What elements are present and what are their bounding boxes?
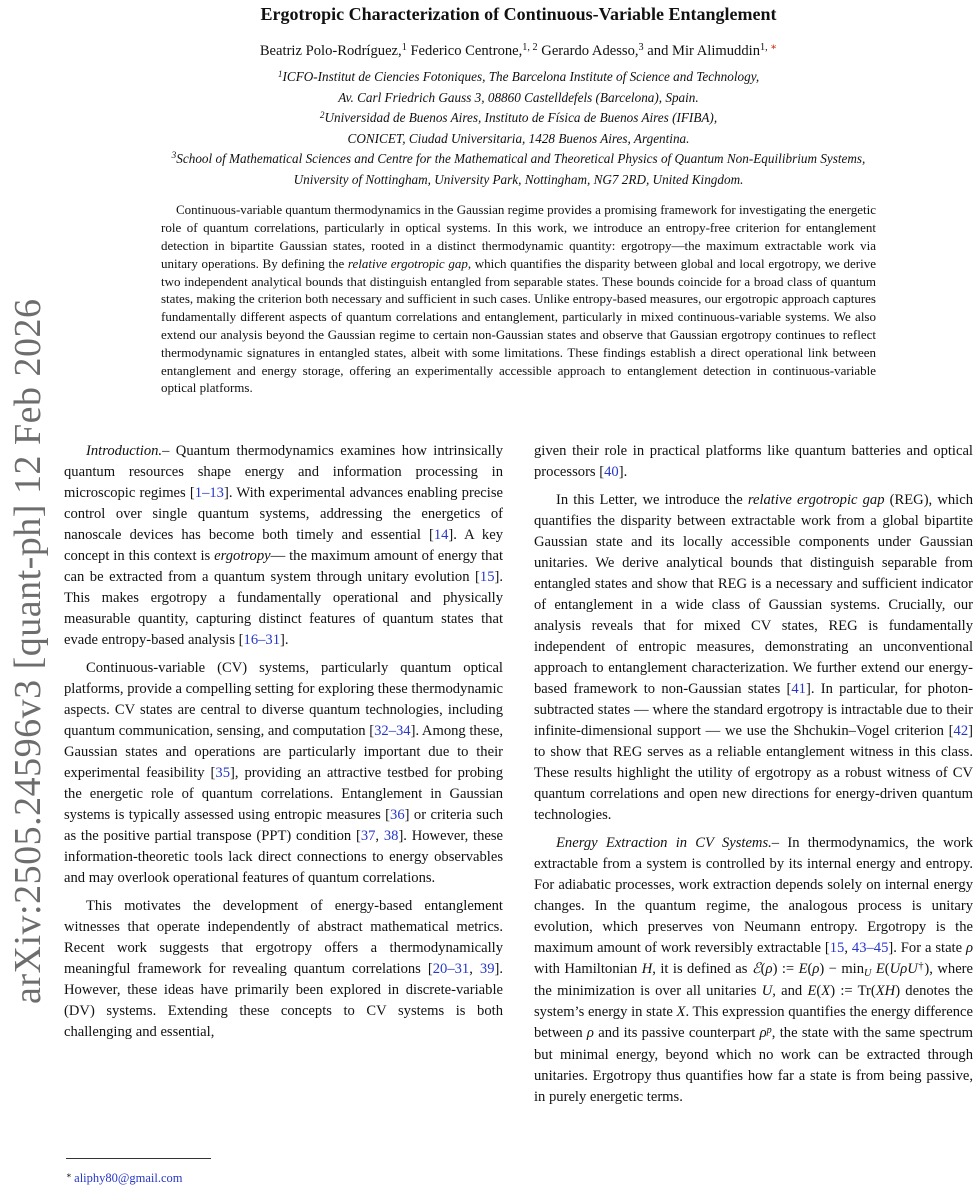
text-span: , the state with the same spectrum but minimal energy, beyond which no work can be extracted through unitaries. Ergotropy thus quantifies how far a state is from being passive, in purely energetic terms. <box>534 1025 973 1106</box>
text-span: ρ <box>759 1025 767 1042</box>
text-span: 1, <box>760 42 771 54</box>
text-span: ]. This makes ergotropy a fundamentally operational and physically measurable quantity, capturing distinct features of quantum states that evade entropy-based analysis [ <box>64 569 503 649</box>
text-span: ]. A key concept in this context is <box>64 527 503 565</box>
text-span: relative ergotropic gap <box>747 492 885 509</box>
text-span: X <box>676 1004 686 1021</box>
text-span: ρ <box>586 1025 594 1042</box>
citation-link[interactable]: 1–13 <box>194 485 224 502</box>
footnote-marker: ∗ <box>66 1170 75 1181</box>
text-span: E <box>798 961 808 978</box>
affiliation-line-3 <box>64 108 973 129</box>
citation-link[interactable]: 39 <box>479 961 495 978</box>
text-span: U <box>761 983 773 1000</box>
text-span: ℰ <box>751 961 761 978</box>
right-paragraph-continuation <box>534 441 973 483</box>
footnote-rule <box>66 1158 211 1159</box>
text-span: ρ <box>965 940 973 957</box>
citation-link[interactable]: 36 <box>390 807 405 824</box>
text-span: ( <box>816 983 822 1000</box>
text-span: Federico Centrone, <box>406 43 523 59</box>
text-span: ( <box>807 961 813 978</box>
text-span: ), where the minimization is over all unitaries <box>534 961 973 1000</box>
text-span: ρ <box>765 961 773 978</box>
text-span: Beatriz Polo-Rodríguez, <box>259 43 402 59</box>
text-span: ]. <box>280 632 289 649</box>
paper-title: Ergotropic Characterization of Continuous-Variable Entanglement <box>260 4 777 24</box>
body-columns <box>64 441 973 1108</box>
text-span: Introduction.– <box>86 443 170 460</box>
text-span: relative ergotropic gap <box>347 255 468 271</box>
citation-link[interactable]: 40 <box>604 464 619 481</box>
text-span: ] or criteria such as the positive partial transpose (PPT) condition [ <box>64 807 503 845</box>
text-span: (REG), which quantifies the disparity between extractable work from a global bipartite Gaussian state and its locally accessible components under Gaussian unitaries. We derive analytical bounds that distinguish separable from entangled states and show that REG is a necessary and sufficient indicator of entanglement in a wide class of Gaussian systems. Crucially, our analysis reveals that for mixed CV states, REG is fundamentally independent of entropic measures, demonstrating an unconventional approach to entanglement characterization. We further extend our energy-based framework to non-Gaussian states [ <box>534 492 973 698</box>
text-span: Continuous-variable (CV) systems, particularly quantum optical platforms, provide a compelling setting for exploring these thermodynamic aspects. CV states are central to diverse quantum technologies, including quantum communication, sensing, and computation [ <box>64 660 503 740</box>
text-span: University of Nottingham, University Park, Nottingham, NG7 2RD, United Kingdom. <box>293 172 744 188</box>
text-span: 1 <box>401 42 407 54</box>
left-paragraph-cv-systems <box>64 658 503 889</box>
affiliation-line-2 <box>64 88 973 107</box>
text-span: , which quantifies the disparity between global and local ergotropy, we derive two independent analytical bounds that distinguish entangled from separable states. These bounds coincide for a broad class of quantum states, making the criterion both necessary and sufficient in such cases. Unlike entropy-based measures, our ergotropic approach captures fundamentally different aspects of quantum correlations and entanglement, particularly in mixed continuous-variable systems. We also extend our analysis beyond the Gaussian regime to certain non-Gaussian states and observe that Gaussian ergotropy continues to reflect thermodynamic signatures in entangled states, albeit with some limitations. These findings establish a direct operational link between entanglement and energy storage, offering an experimentally accessible approach to entanglement detection in continuous-variable optical platforms. <box>161 255 876 396</box>
text-span: and Mir Alimuddin <box>643 43 760 59</box>
text-span: E <box>807 983 817 1000</box>
text-span: , it is defined as <box>652 961 752 978</box>
text-span: ] to show that REG serves as a reliable entanglement witness in this class. These results highlight the utility of ergotropy as a robust witness of CV quantum correlations and open new directions for energy-driven quantum technologies. <box>534 723 973 824</box>
arxiv-watermark: arXiv:2505.24596v3 [quant-ph] 12 Feb 2026 <box>7 298 49 1004</box>
text-span: Quantum thermodynamics examines how intrinsically quantum resources shape energy and information processing in microscopic regimes [ <box>64 443 503 502</box>
text-span: 1 <box>277 68 283 79</box>
citation-link[interactable]: 20–31 <box>432 961 470 978</box>
right-column <box>534 441 973 1108</box>
text-span: E <box>875 961 885 978</box>
citation-link[interactable]: 15 <box>829 940 845 957</box>
text-span: ) denotes the system’s energy in state <box>534 983 973 1021</box>
text-span: This motivates the development of energy-based entanglement witnesses that operate independently of abstract mathematical metrics. Recent work suggests that ergotropy offers a thermodynamically meaningful framework for revealing quantum correlations [ <box>64 898 503 978</box>
text-span: Av. Carl Friedrich Gauss 3, 08860 Castelldefels (Barcelona), Spain. <box>338 90 699 106</box>
text-span: and its passive counterpart <box>593 1025 760 1042</box>
text-span: Universidad de Buenos Aires, Instituto de Física de Buenos Aires (IFIBA), <box>324 109 718 125</box>
text-span: ) := <box>772 961 799 978</box>
text-span: XH <box>875 983 896 1000</box>
text-span: ]. In particular, for photon-subtracted states — where the standard ergotropy is intractable due to their infinite-dimensional support — we use the Shchukin–Vogel criterion [ <box>534 681 973 740</box>
text-span: 1, 2 <box>522 42 538 54</box>
footnote-email <box>66 1170 486 1187</box>
text-span: ]. <box>618 464 628 481</box>
text-span: p <box>766 1024 772 1036</box>
text-span: H <box>641 961 653 978</box>
text-span: 2 <box>319 109 325 120</box>
affiliation-line-5 <box>64 149 973 170</box>
text-span: U <box>864 967 872 979</box>
text-span: Energy Extraction in CV Systems.– <box>556 835 780 852</box>
affiliation-line-4 <box>64 129 973 148</box>
text-span: . This expression quantifies the energy difference between <box>534 1004 973 1042</box>
text-span: Gerardo Adesso, <box>537 43 639 59</box>
text-span: ) − min <box>819 961 865 978</box>
text-span: School of Mathematical Sciences and Centre for the Mathematical and Theoretical Physics of Quantum Non-Equilibrium Systems, <box>176 150 866 166</box>
abstract <box>161 201 876 397</box>
left-column <box>64 441 503 1043</box>
author-footnote-marker: ∗ <box>770 42 778 54</box>
citation-link[interactable]: 35 <box>215 765 230 782</box>
text-span: ρ <box>812 961 820 978</box>
citation-link[interactable]: 38 <box>383 828 399 845</box>
author-line <box>64 42 973 62</box>
text-span: , <box>844 940 852 957</box>
text-span: † <box>917 960 925 972</box>
left-paragraph-intro <box>64 441 503 651</box>
right-paragraph-letter <box>534 490 973 826</box>
text-span: , <box>469 961 480 978</box>
text-span: CONICET, Ciudad Universitaria, 1428 Buenos Aires, Argentina. <box>347 131 690 147</box>
citation-link[interactable]: 14 <box>433 527 449 544</box>
text-span: , <box>375 828 384 845</box>
text-span: In this Letter, we introduce the <box>556 492 748 509</box>
affiliation-line-1 <box>64 67 973 88</box>
text-span: , and <box>772 983 808 1000</box>
text-span: ( <box>884 961 890 978</box>
email-link[interactable]: aliphy80@gmail.com <box>74 1171 183 1185</box>
citation-link[interactable]: 42 <box>953 723 969 740</box>
text-span: ( <box>760 961 766 978</box>
text-span: ]. Among these, Gaussian states and operations are particularly important due to their experimental feasibility [ <box>64 723 504 782</box>
citation-link[interactable]: 32–34 <box>374 723 411 740</box>
affiliations <box>64 67 973 189</box>
right-paragraph-energy-extraction <box>534 833 973 1108</box>
paper-content <box>64 0 973 1108</box>
text-span: ]. However, these ideas have primarily been explored in discrete-variable (DV) systems. Extending these concepts to CV systems is both challenging and essential, <box>64 961 503 1041</box>
citation-link[interactable]: 15 <box>479 569 495 586</box>
text-span: X <box>821 983 831 1000</box>
footnote-block <box>66 1158 486 1187</box>
text-span: ICFO-Institut de Ciencies Fotoniques, The Barcelona Institute of Science and Technology, <box>282 69 760 84</box>
text-span: ergotropy <box>214 548 271 565</box>
text-span: ]. With experimental advances enabling precise control over single quantum systems, addressing the energetics of nanoscale devices has become both timely and essential [ <box>64 485 503 544</box>
citation-link[interactable]: 37 <box>360 828 376 845</box>
citation-link[interactable]: 16–31 <box>243 632 280 649</box>
left-paragraph-motivation <box>64 896 503 1043</box>
text-span: with Hamiltonian <box>534 961 642 978</box>
text-span: 3 <box>638 42 644 54</box>
text-span: ]. However, these information-theoretic tools lack direct connections to energy observables and may overlook operational features of quantum correlations. <box>64 828 504 887</box>
text-span: ], providing an attractive testbed for probing the energetic role of quantum correlations. Entanglement in Gaussian systems is typically assessed using entropic measures [ <box>64 765 503 824</box>
paper-header <box>64 3 973 189</box>
text-span: given their role in practical platforms like quantum batteries and optical processors [ <box>534 443 973 481</box>
affiliation-line-6 <box>64 170 973 189</box>
text-span: ]. For a state <box>888 940 966 957</box>
text-span: — the maximum amount of energy that can be extracted from a quantum system through unitary evolution [ <box>64 548 504 586</box>
text-span: ) := Tr( <box>830 983 876 1000</box>
text-span: 3 <box>171 150 177 161</box>
text-span: UρU <box>889 961 918 978</box>
text-span: Continuous-variable quantum thermodynamics in the Gaussian regime provides a promising framework for investigating the energetic role of quantum correlations, particularly in optical systems. In this work, we introduce an entropy-free criterion for entanglement detection in bipartite Gaussian states, rooted in a distinct thermodynamic quantity: ergotropy—the maximum extractable work via unitary operations. By defining the <box>161 202 876 271</box>
citation-link[interactable]: 41 <box>791 681 806 698</box>
text-span: In thermodynamics, the work extractable from a system is controlled by its internal energy and entropy. For adiabatic processes, work extraction depends solely on internal energy changes. In the quantum regime, the analogous process is unitary evolution, which preserves von Neumann entropy. Ergotropy is the maximum amount of work reversibly extractable [ <box>534 835 973 957</box>
citation-link[interactable]: 43–45 <box>851 940 889 957</box>
